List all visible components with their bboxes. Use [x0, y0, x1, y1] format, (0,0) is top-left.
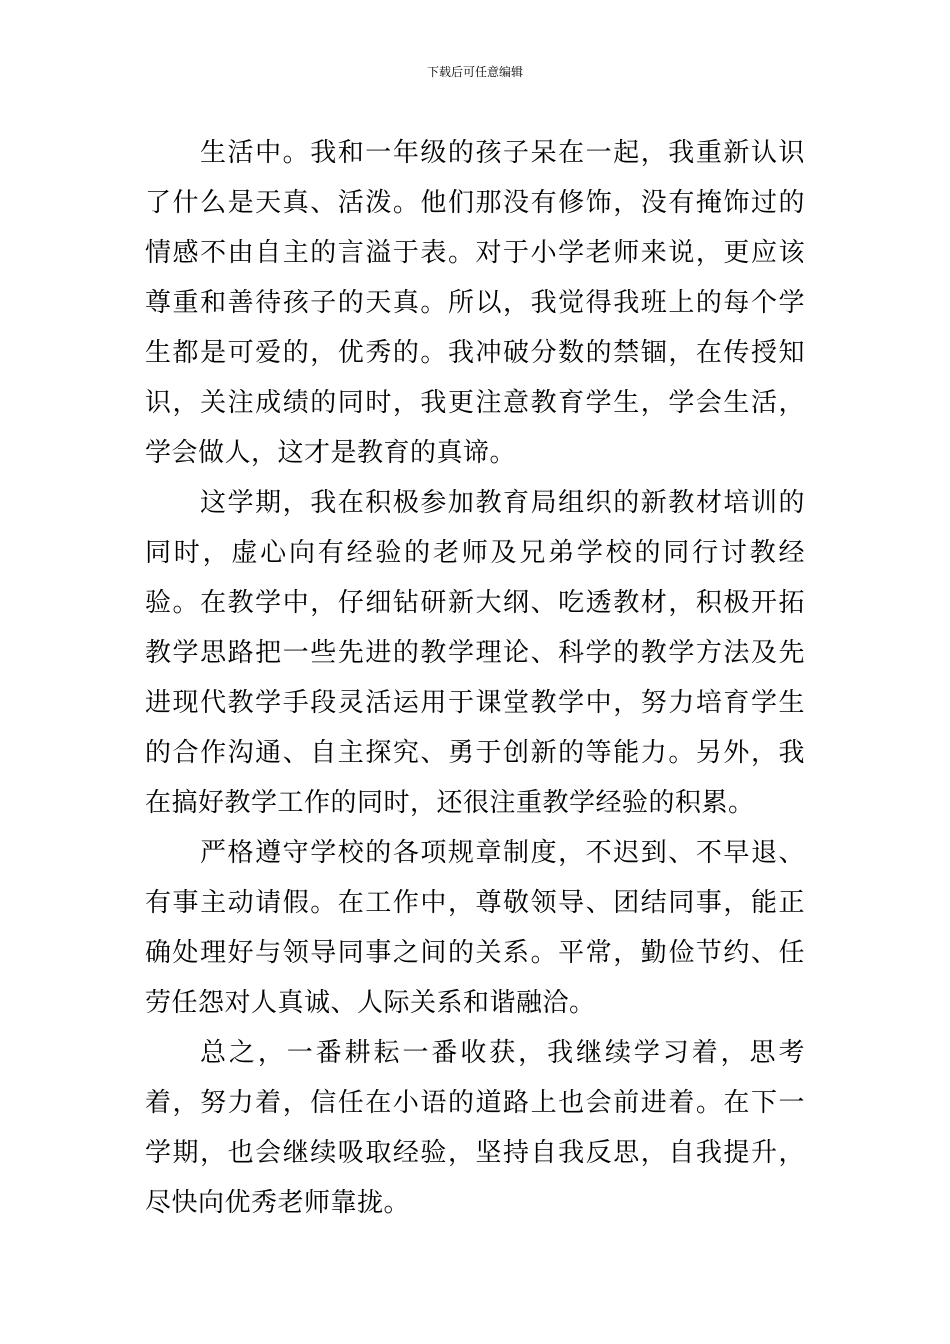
paragraph-3: 严格遵守学校的各项规章制度，不迟到、不早退、有事主动请假。在工作中，尊敬领导、团结同事，能正确处理好与领导同事之间的关系。平常，勤俭节约、任劳任怨对人真诚、人际关系和谐融洽。: [145, 838, 805, 1018]
page-header: 下载后可任意编辑: [426, 65, 523, 79]
paragraph-4: 总之，一番耕耘一番收获，我继续学习着，思考着，努力着，信任在小语的道路上也会前进着。在下一学期，也会继续吸取经验，坚持自我反思，自我提升，尽快向优秀老师靠拢。: [145, 1038, 805, 1218]
paragraph-1: 生活中。我和一年级的孩子呆在一起，我重新认识了什么是天真、活泼。他们那没有修饰，没有掩饰过的情感不由自主的言溢于表。对于小学老师来说，更应该尊重和善待孩子的天真。所以，我觉得我班上的每个学生都是可爱的，优秀的。我冲破分数的禁锢，在传授知识，关注成绩的同时，我更注意教育学生，学会生活，学会做人，这才是教育的真谛。: [145, 138, 805, 468]
document-body: [145, 128, 805, 1228]
paragraph-2: 这学期，我在积极参加教育局组织的新教材培训的同时，虚心向有经验的老师及兄弟学校的同行讨教经验。在教学中，仔细钻研新大纲、吃透教材，积极开拓教学思路把一些先进的教学理论、科学的教学方法及先进现代教学手段灵活运用于课堂教学中，努力培育学生的合作沟通、自主探究、勇于创新的等能力。另外，我在搞好教学工作的同时，还很注重教学经验的积累。: [145, 488, 805, 818]
